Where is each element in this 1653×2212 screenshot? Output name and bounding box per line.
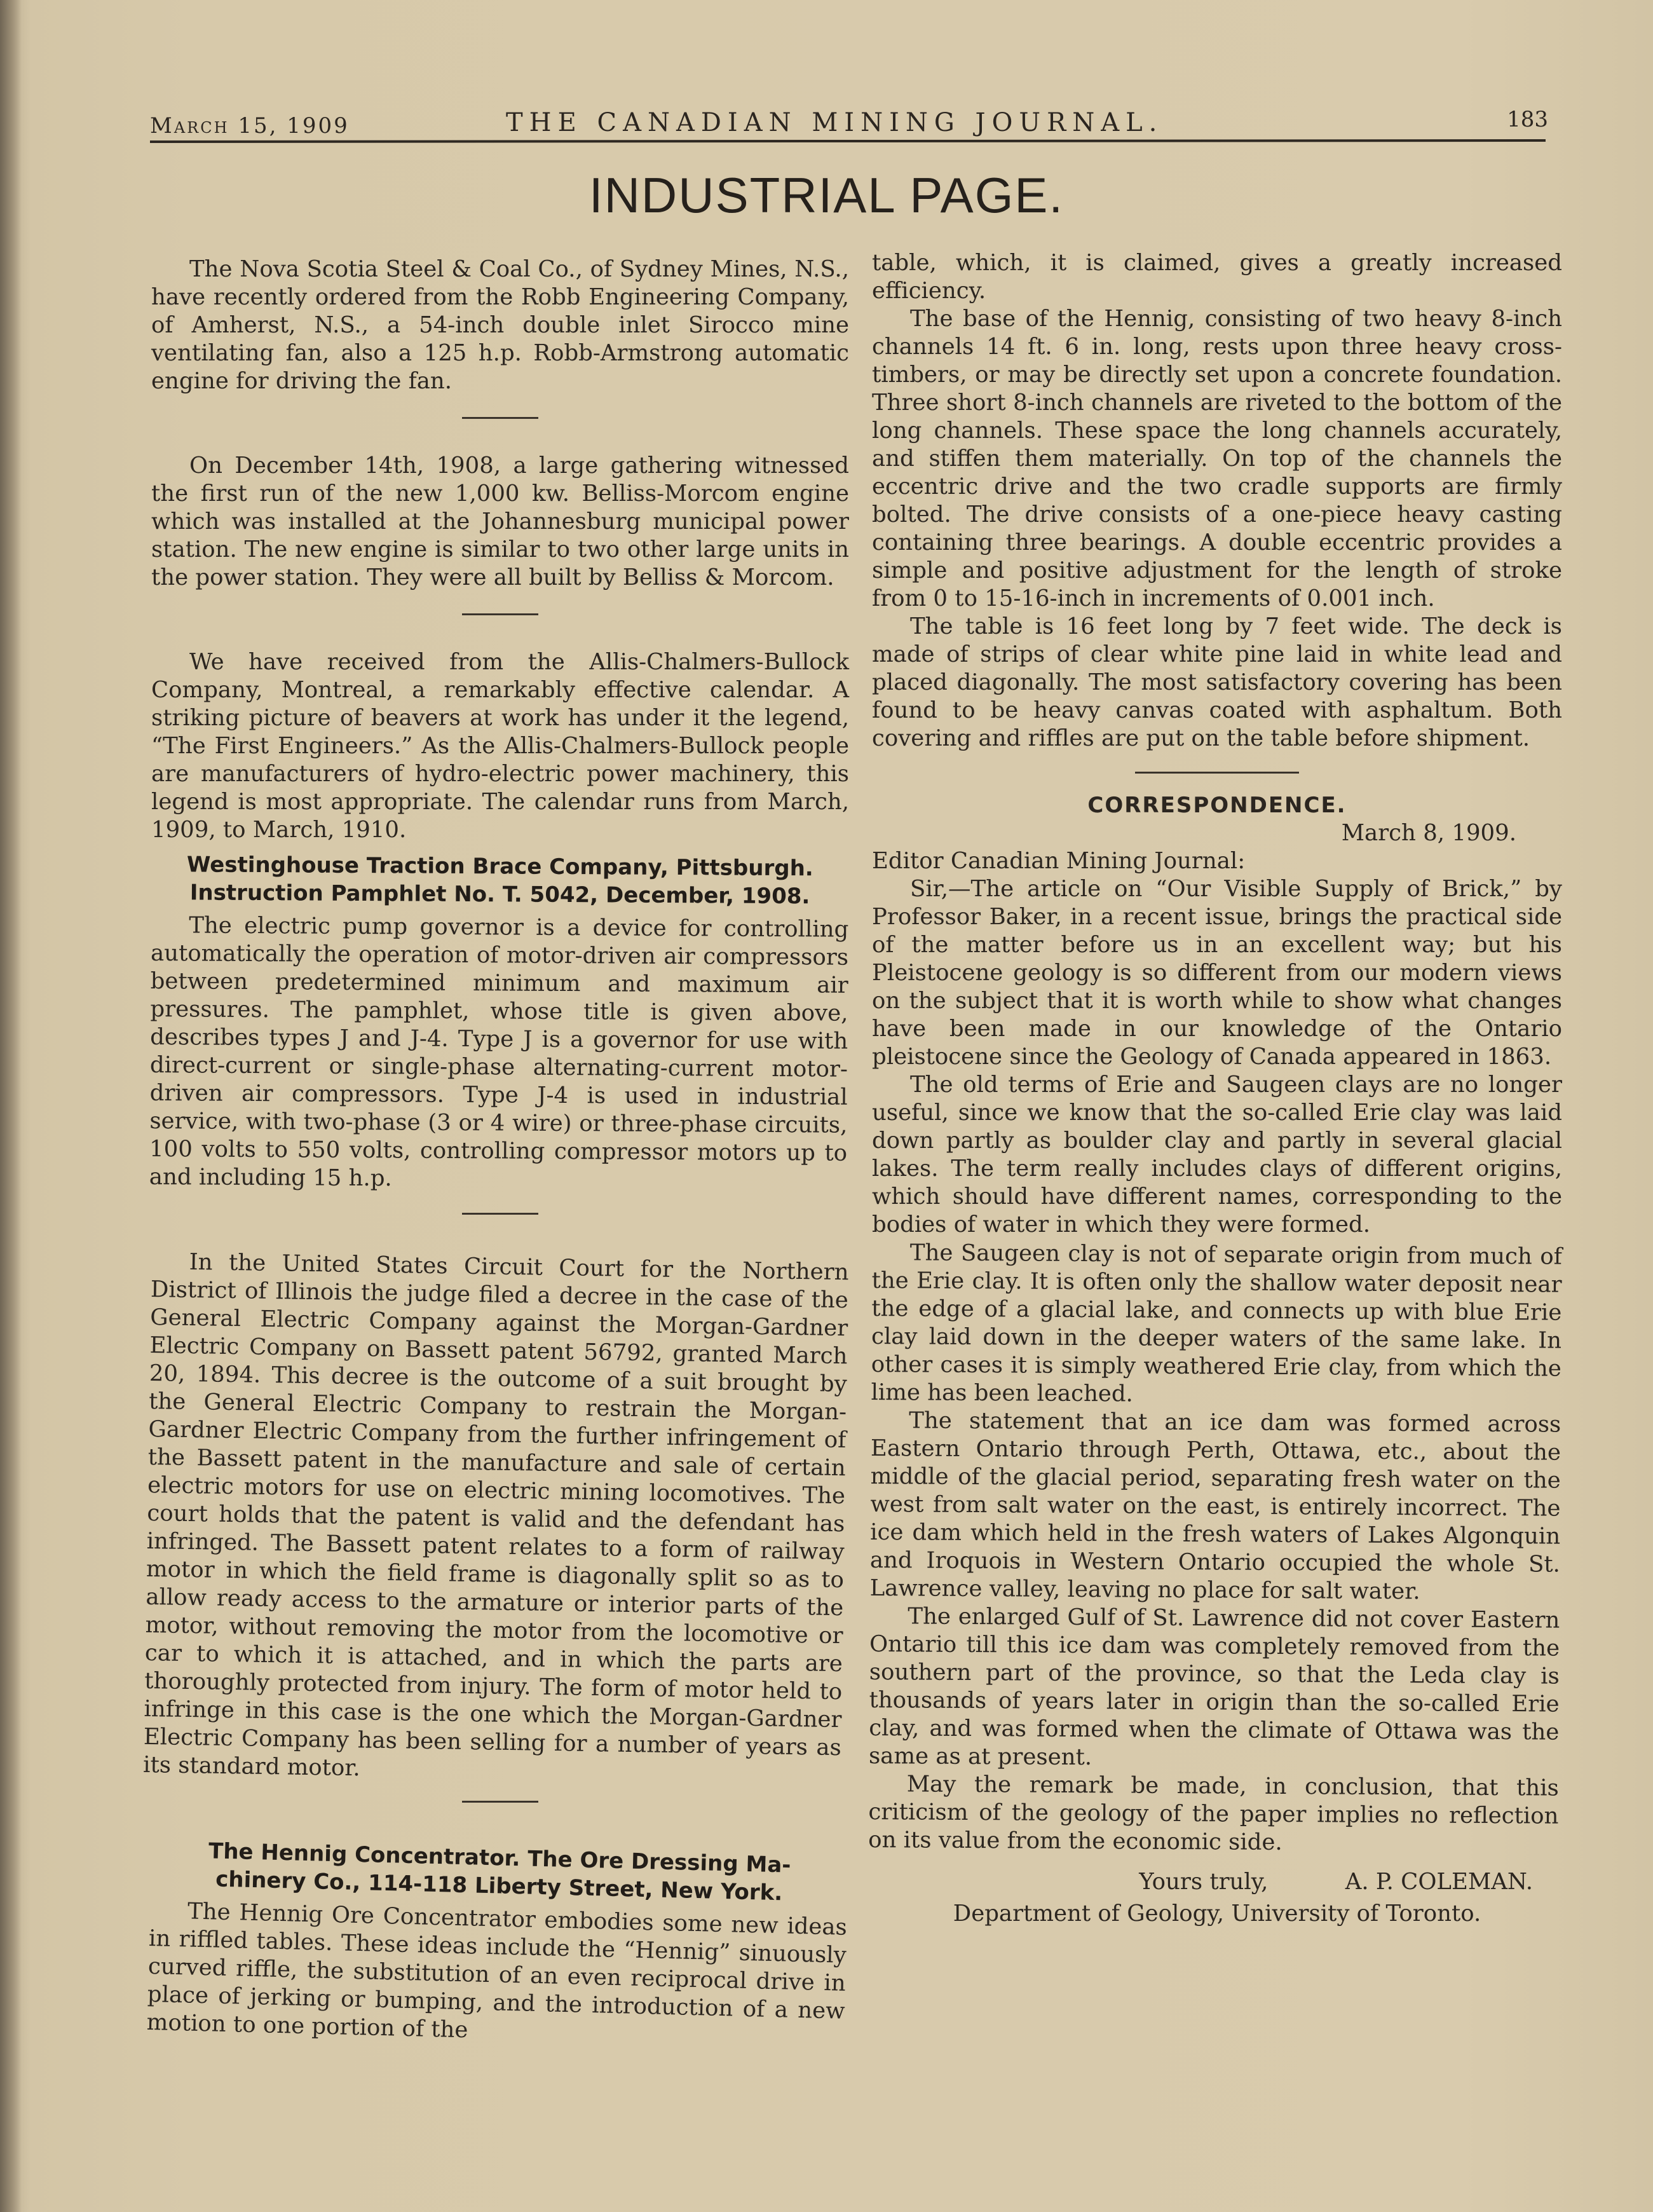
journal-title: THE CANADIAN MINING JOURNAL. bbox=[506, 108, 1164, 137]
court-section bbox=[143, 1248, 849, 1790]
westinghouse-body: The electric pump governor is a device for controlling automatically the operation of motor-driven air compressors between predetermined minimum and maximum air pressures. The pamphlet, whose title is given above, describes types J and J-4. Type J is a governor for use with direct-current or single-phase alternating-current motor-driven air compressors. Type J-4 is used in industrial service, with two-phase (3 or 4 wire) or three-phase circuits, 100 volts to 550 volts, controlling compressor motors up to and including 15 h.p. bbox=[149, 912, 849, 1192]
letter-warped-block bbox=[868, 1239, 1562, 1859]
hennig-base: The base of the Hennig, consisting of two heavy 8-inch channels 14 ft. 6 in. long, rests upon three heavy cross-timbers, or may be directly set upon a concrete foundation. Three short 8-inch channels are riveted to the bottom of the long channels. These space the long channels accurately, and stiffen them materially. On top of the channels the eccentric drive and the two cradle supports are firmly bolted. The drive consists of a one-piece heavy casting containing three bearings. A double eccentric provides a simple and positive adjustment for the length of stroke from 0 to 15-16-inch in increments of 0.001 inch. bbox=[872, 306, 1562, 611]
closing-salutation: Yours truly, bbox=[1139, 1869, 1269, 1895]
hennig-headline bbox=[150, 1836, 849, 1909]
signature-department: Department of Geology, University of Toronto. bbox=[953, 1901, 1481, 1927]
westinghouse-headline-line-1: Westinghouse Traction Brace Company, Pittsburgh. bbox=[186, 852, 813, 882]
section-divider bbox=[462, 613, 538, 615]
header-rule bbox=[150, 139, 1546, 143]
signature: A. P. COLEMAN. bbox=[1345, 1869, 1533, 1895]
letter-paragraph: May the remark be made, in conclusion, that this criticism of the geology of the paper implies no reflection on its value from the economic side. bbox=[868, 1771, 1559, 1855]
belliss-morcom-item: On December 14th, 1908, a large gathering witnessed the first run of the new 1,000 kw. Belliss-Morcom engine which was installed at the Johannesburg municipal power station. The new engine is similar to two other large units in the power station. They were all built by Belliss & Morcom. bbox=[151, 453, 849, 591]
issue-date: March 15, 1909 bbox=[150, 113, 350, 139]
page-number: 183 bbox=[1507, 107, 1548, 132]
nova-scotia-item: The Nova Scotia Steel & Coal Co., of Sydney Mines, N.S., have recently ordered from the Robb Engineering Company, of Amherst, N.S., a 54-inch double inlet Sirocco mine ventilating fan, also a 125 h.p. Robb-Armstrong automatic engine for driving the fan. bbox=[151, 256, 849, 394]
hennig-section bbox=[146, 1836, 848, 2054]
running-head bbox=[150, 107, 1548, 139]
circuit-court-item: In the United States Circuit Court for the Northern District of Illinois the judge filed a decree in the case of the General Electric Company against the Morgan-Gardner Electric Company on Bassett patent 56792, granted March 20, 1894. This decree is the outcome of a suit brought by the General Electric Company to restrain the Morgan-Gardner Electric Company from the further infringement of the Bassett patent in the manufacture and sale of certain electric motors for use on electric mining locomotives. The court holds that the patent is valid and the defendant has infringed. The Bassett patent relates to a form of railway motor in which the field frame is diagonally split so as to allow ready access to the armature or interior parts of the motor, without removing the motor from the locomotive or car to which it is attached, and in which the parts are thoroughly protected from injury. The form of motor held to infringe in this case is the one which the Morgan-Gardner Electric Company has been selling for a number of years as its standard motor. bbox=[142, 1248, 849, 1782]
letter-paragraph: The old terms of Erie and Saugeen clays are no longer useful, since we know that the so-called Erie clay was laid down partly as boulder clay and partly in several glacial lakes. The term really includes clays of different origins, which should have different names, corresponding to the bodies of water in which they were formed. bbox=[872, 1072, 1562, 1238]
letter-paragraph: The enlarged Gulf of St. Lawrence did not cover Eastern Ontario till this ice dam was completely removed from the southern part of the province, so that the Leda clay is thousands of years later in origin than the so-called Erie clay, and was formed when the climate of Ottawa was the same as at present. bbox=[868, 1603, 1560, 1771]
hennig-body: The Hennig Ore Concentrator embodies some new ideas in riffled tables. These ideas include the “Hennig” sinuously curved riffle, the substitution of an even reciprocal drive in place of jerking or bumping, and the introduction of a new motion to one portion of the bbox=[146, 1898, 848, 2044]
right-column bbox=[868, 249, 1562, 1928]
section-divider bbox=[462, 1801, 538, 1803]
letter-closing bbox=[872, 1868, 1562, 1896]
letter-paragraph: The Saugeen clay is not of separate origin from much of the Erie clay. It is often only the shallow water deposit near the edge of a glacial lake, and connects up with blue Erie clay laid down in the deeper waters of the same lake. In other cases it is simply weathered Erie clay, from which the lime has been leached. bbox=[871, 1239, 1562, 1407]
westinghouse-headline-line-2: Instruction Pamphlet No. T. 5042, December, 1908. bbox=[189, 880, 810, 910]
hennig-headline-line-2: chinery Co., 114-118 Liberty Street, New York. bbox=[215, 1866, 783, 1906]
letter-paragraph: The statement that an ice dam was formed across Eastern Ontario through Perth, Ottawa, etc., about the middle of the glacial period, separating fresh water on the west from salt water on the east, is entirely incorrect. The ice dam which held in the fresh waters of Lakes Algonquin and Iroquois in Western Ontario occupied the whole St. Lawrence valley, leaving no place for salt water. bbox=[869, 1407, 1561, 1605]
section-divider bbox=[462, 1213, 538, 1215]
binding-shadow bbox=[0, 0, 22, 2212]
salutation: Editor Canadian Mining Journal: bbox=[872, 848, 1246, 874]
hennig-table: The table is 16 feet long by 7 feet wide. The deck is made of strips of clear white pine laid in white lead and placed diagonally. The most satisfactory covering has been found to be heavy canvas coated with asphaltum. Both covering and riffles are put on the table before shipment. bbox=[872, 613, 1562, 751]
westinghouse-section bbox=[149, 850, 849, 1196]
letter-paragraph: Sir,—The article on “Our Visible Supply of Brick,” by Professor Baker, in a recent issue, brings the practical side of the matter before us in an excellent way; but his Pleistocene geology is so different from our modern views on the subject that it is worth while to show what changes have been made in our knowledge of the Ontario pleistocene since the Geology of Canada appeared in 1863. bbox=[872, 876, 1562, 1070]
hennig-headline-line-1: The Hennig Concentrator. The Ore Dressing Ma- bbox=[208, 1838, 791, 1878]
hennig-continued: table, which, it is claimed, gives a greatly increased efficiency. bbox=[872, 250, 1562, 304]
letter-date: March 8, 1909. bbox=[1341, 820, 1516, 846]
page-title: INDUSTRIAL PAGE. bbox=[588, 167, 1065, 223]
left-column bbox=[142, 256, 849, 2044]
westinghouse-headline bbox=[151, 850, 849, 911]
section-divider bbox=[462, 417, 538, 419]
section-divider bbox=[1135, 772, 1299, 774]
correspondence-heading: CORRESPONDENCE. bbox=[1087, 793, 1347, 818]
allis-chalmers-item: We have received from the Allis-Chalmers-Bullock Company, Montreal, a remarkably effective calendar. A striking picture of beavers at work has under it the legend, “The First Engineers.” As the Allis-Chalmers-Bullock people are manufacturers of hydro-electric power machinery, this legend is most appropriate. The calendar runs from March, 1909, to March, 1910. bbox=[151, 649, 849, 843]
